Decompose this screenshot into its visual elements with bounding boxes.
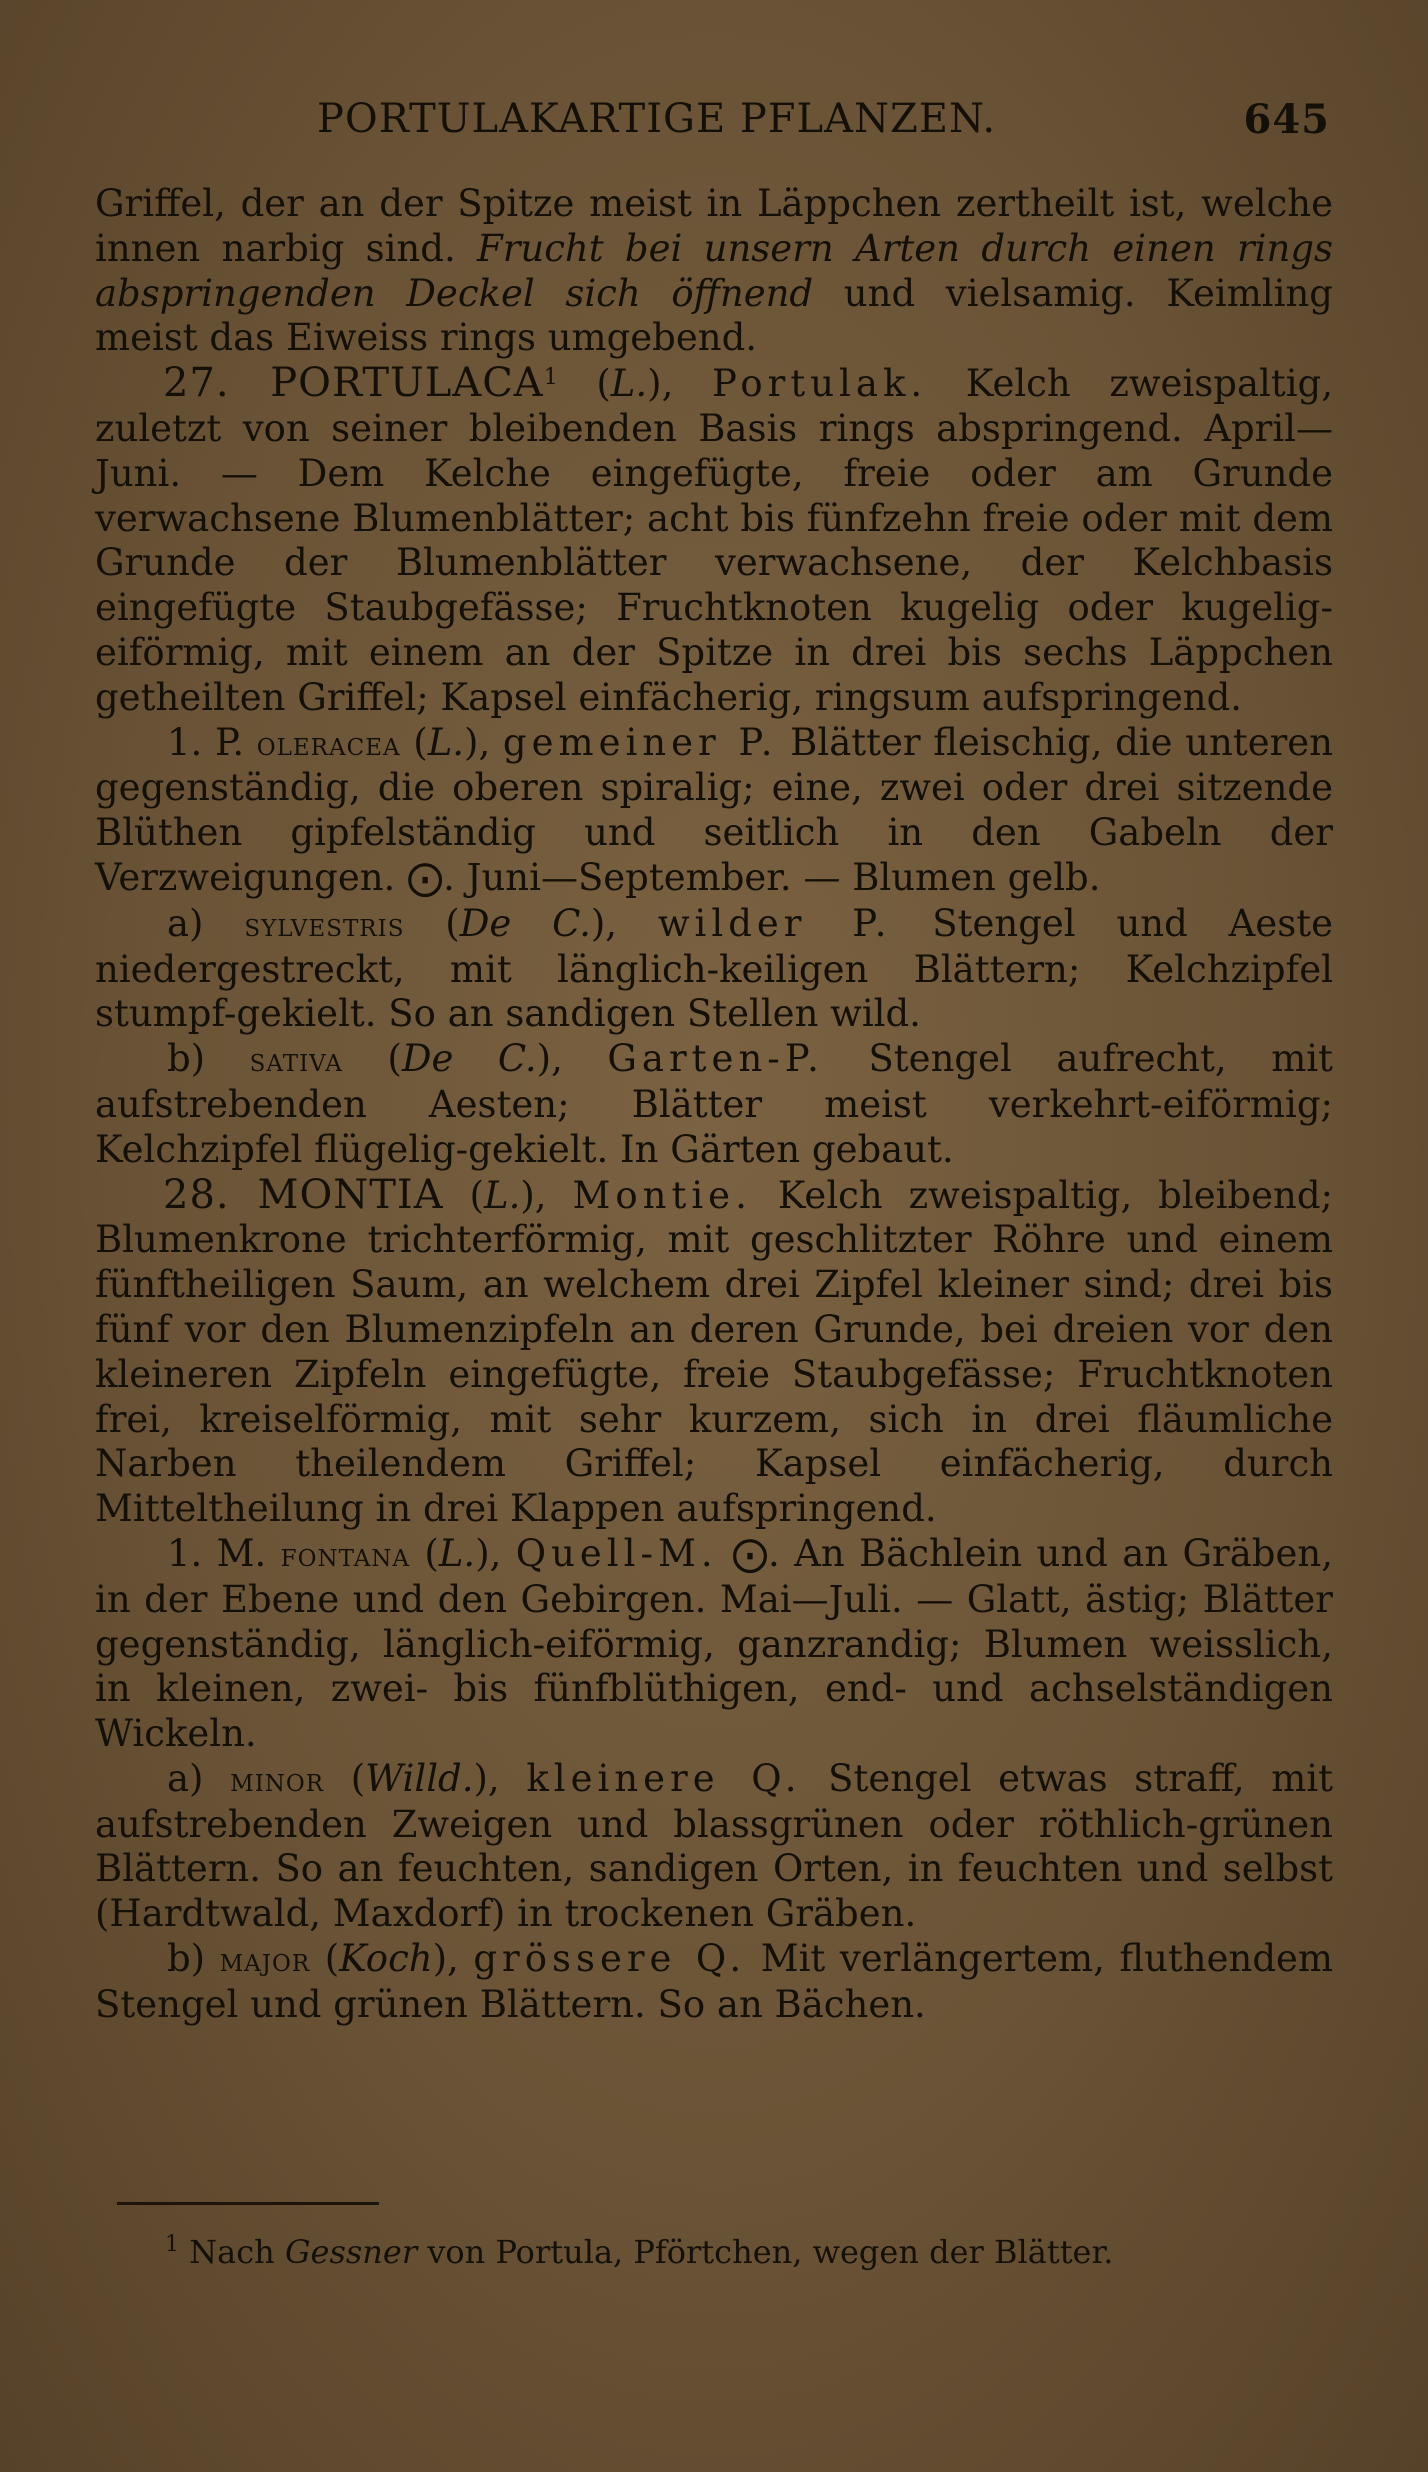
species-description: Blätter fleischig, die unteren gegenständig, die oberen spiralig; eine, zwei oder drei sitzende Blüthen gipfelständig und seitlich in den Gabeln der Verzweigungen. — [95, 720, 1334, 899]
species-fontana — [95, 1532, 1333, 1757]
authority-close: ), — [464, 720, 503, 764]
variety-common-name: grössere Q. — [473, 1937, 747, 1981]
species-description-end: . Juni—September. — Blumen gelb. — [443, 855, 1101, 899]
variety-description: Stengel und Aeste niedergestreckt, mit länglich-keiligen Blättern; Kelchzipfel stumpf-gekielt. So an sandigen Stellen wild. — [95, 901, 1333, 1036]
variety-common-name: Garten-P. — [607, 1037, 824, 1081]
intro-italic-text: Frucht bei unsern Arten durch einen rings abspringenden Deckel sich öffnend — [95, 226, 1333, 315]
authority-open: ( — [443, 1173, 484, 1217]
authority-close: ), — [475, 1531, 516, 1575]
variety-label: a) — [167, 901, 245, 945]
variety-label: b) — [167, 1037, 250, 1081]
variety-common-name: wilder P. — [657, 901, 892, 945]
genus-authority: L. — [484, 1173, 521, 1217]
variety-authority: De C. — [401, 1037, 537, 1081]
intro-text: Griffel, der an der Spitze meist in Läppchen zertheilt ist, welche innen narbig sind. — [95, 182, 1333, 270]
footnote-text-end: von Portula, Pförtchen, wegen der Blätter. — [417, 2233, 1114, 2271]
running-title: PORTULAKARTIGE PFLANZEN. — [317, 96, 997, 142]
species-name: fontana — [280, 1534, 411, 1574]
authority-close: ), — [432, 1937, 474, 1981]
species-name: oleracea — [256, 723, 401, 763]
authority-close: ), — [536, 1037, 608, 1081]
genus-montia — [95, 1173, 1333, 1532]
variety-sativa — [95, 1037, 1333, 1172]
footnote-mark: 1 — [165, 2232, 179, 2257]
page-number: 645 — [1243, 96, 1330, 143]
species-common-name: Quell-M. — [515, 1531, 718, 1575]
variety-name: sylvestris — [244, 904, 405, 944]
genus-number: 28. — [163, 1171, 258, 1218]
variety-description: Stengel etwas straff, mit aufstrebenden Zweigen und blassgrünen oder röthlich-grünen Blättern. So an feuchten, sandigen Orten, in feuchten und selbst (Hardtwald, Maxdorf) in trockenen Gräben. — [95, 1756, 1334, 1936]
authority-open: ( — [342, 1037, 402, 1081]
footnote-divider — [117, 2202, 379, 2205]
intro-text-end: und vielsamig. Keimling meist das Eiweiss rings umgebend. — [95, 271, 1333, 360]
variety-name: major — [219, 1940, 311, 1980]
authority-open: ( — [400, 720, 428, 764]
authority-open: ( — [324, 1756, 366, 1800]
genus-common-name: Montie. — [572, 1173, 752, 1217]
footnote-reference: 1 — [543, 365, 558, 391]
main-text — [95, 182, 1333, 2028]
variety-minor — [95, 1757, 1333, 1937]
authority-close: ), — [473, 1756, 527, 1800]
genus-portulaca — [95, 361, 1333, 720]
variety-name: minor — [230, 1759, 325, 1799]
footnote-author: Gessner — [284, 2233, 418, 2271]
variety-label: b) — [167, 1937, 220, 1981]
genus-number: 27. — [163, 360, 271, 407]
genus-name: MONTIA — [257, 1171, 444, 1218]
footnote — [165, 2232, 1315, 2272]
species-description: . An Bächlein und an Gräben, in der Ebene und den Gebirgen. Mai—Juli. — Glatt, ästig; Blätter gegenständig, länglich-eiförmig, ganzrandig; Blumen weisslich, in kleinen, zwei- bis fünfblüthigen, end- und achselständigen Wickeln. — [95, 1531, 1333, 1756]
variety-major — [95, 1937, 1333, 2028]
species-authority: L. — [427, 720, 465, 764]
variety-common-name: kleinere Q. — [526, 1756, 802, 1800]
authority-open: ( — [410, 1531, 439, 1575]
genus-description: Kelch zweispaltig, bleibend; Blumenkrone trichterförmig, mit geschlitzter Röhre und einem fünftheiligen Saum, an welchem drei Zipfel kleiner sind; drei bis fünf vor den Blumenzipfeln an deren Grunde, bei dreien vor den kleineren Zipfeln eingefügte, freie Staubgefässe; Fruchtknoten frei, kreiselförmig, mit sehr kurzem, sich in drei fläumliche Narben theilendem Griffel; Kapsel einfächerig, durch Mitteltheilung in drei Klappen aufspringend. — [95, 1173, 1333, 1531]
genus-authority: L. — [610, 362, 648, 406]
genus-common-name: Portulak. — [712, 362, 928, 406]
intro-paragraph — [95, 182, 1333, 361]
species-oleracea — [95, 721, 1333, 902]
variety-authority: De C. — [459, 901, 591, 945]
variety-authority: Willd. — [365, 1756, 474, 1800]
footnote-text: Nach — [179, 2233, 285, 2271]
authority-open: ( — [404, 901, 460, 945]
variety-description: Mit verlängertem, fluthendem Stengel und grünen Blättern. So an Bächen. — [95, 1937, 1333, 2026]
variety-sylvestris — [95, 902, 1333, 1037]
authority-close: ), — [590, 901, 658, 945]
variety-description: Stengel aufrecht, mit aufstrebenden Aesten; Blätter meist verkehrt-eiförmig; Kelchzipfel flügelig-gekielt. In Gärten gebaut. — [95, 1037, 1333, 1171]
authority-open: ( — [557, 362, 611, 406]
annual-symbol-icon: ⨀ — [407, 857, 444, 899]
species-common-name: gemeiner P. — [502, 720, 778, 764]
variety-name: sativa — [249, 1040, 343, 1080]
species-number: 1. P. — [167, 720, 257, 764]
running-header — [95, 96, 1330, 156]
genus-description: Kelch zweispaltig, zuletzt von seiner bleibenden Basis rings abspringend. April—Juni. — Dem Kelche eingefügte, freie oder am Grunde verwachsene Blumenblätter; acht bis fünfzehn freie oder mit dem Grunde der Blumenblätter verwachsene, der Kelchbasis eingefügte Staubgefässe; Fruchtknoten kugelig oder kugelig-eiförmig, mit einem an der Spitze in drei bis sechs Läppchen getheilten Griffel; Kapsel einfächerig, ringsum aufspringend. — [95, 362, 1334, 719]
genus-name: PORTULACA — [270, 360, 544, 407]
variety-authority: Koch — [339, 1937, 433, 1981]
variety-label: a) — [167, 1756, 231, 1800]
authority-open: ( — [310, 1937, 340, 1981]
species-authority: L. — [438, 1531, 476, 1575]
species-number: 1. M. — [167, 1531, 281, 1575]
annual-symbol-icon: ⨀ — [731, 1533, 768, 1575]
authority-close: ), — [647, 362, 712, 406]
authority-close: ), — [520, 1173, 573, 1217]
